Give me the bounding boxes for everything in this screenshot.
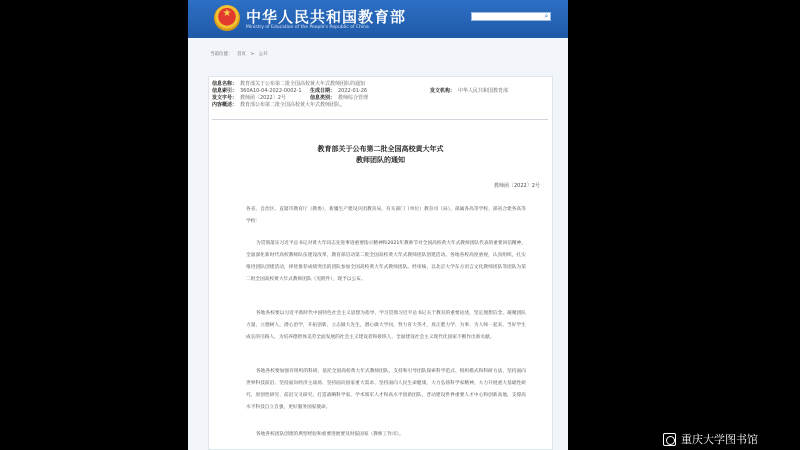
divider (212, 119, 548, 120)
breadcrumb-prefix: 当前位置： (210, 52, 233, 57)
search-input[interactable] (471, 12, 551, 21)
meta-value: 中华人民共和国教育部 (458, 88, 509, 94)
salutation-paragraph: 各省、自治区、直辖市教育厅（教委），新疆生产建设兵团教育局，有关部门（单位）教育司（局），部属各高等学校、部省合建各高等学校： (246, 207, 526, 224)
meta-label: 内容概述： (212, 102, 238, 108)
document-title (208, 144, 553, 166)
meta-label: 生成日期： (310, 88, 336, 94)
meta-value: 360A10-04-2022-0002-1 (240, 88, 302, 94)
meta-value: 教师综合管理 (338, 95, 369, 101)
national-emblem-icon (214, 5, 240, 31)
library-watermark (663, 432, 783, 448)
meta-label: 信息名称： (212, 81, 238, 87)
meta-label: 信息索引： (212, 88, 238, 94)
body-paragraph: 各地各校要加强有组织的科研，依托全国高校黄大年式教师团队，支持和引导团队探索科学范式、组织模式和科研方法，坚持面向世界科技前沿、坚持面向经济主战场、坚持面向国家重大需求、坚持面向人民生命健康，大力弘扬科学家精神，大力开展重大基础性研究、原创性研究、前沿交叉研究，打造战略科学家、学术领军人才和高水平创新团队，晋动建设世界重要人才中心和创新高地，支撑高水平科技自立自强，更好服务国家使命。 (246, 369, 526, 410)
breadcrumb-current[interactable]: 公开 (258, 52, 268, 57)
meta-label: 发文机构： (430, 88, 456, 94)
meta-label: 信息类别： (310, 95, 336, 101)
site-header-banner (188, 0, 568, 38)
meta-row-summary (212, 102, 552, 109)
body-paragraph: 各地各校要以习近平新时代中国特色社会主义思想为指导，学习贯彻习近平总书记关于教育的重要论述，坚定理想信念，凝聚团队力量，立德树人，潜心治学，开拓创新，立志做大先生，潜心做大学问，努力育大英才，真正肥力学、为事、为人师一起来，当好学生成长的引路人，为培养德智体美劳全面发展的社会主义建设者和接班人、全面建设社会主义现代化国家不断作出新贡献。 (246, 311, 526, 340)
breadcrumb-separator: > (250, 52, 255, 57)
site-title[interactable]: 中华人民共和国教育部 (246, 8, 407, 26)
meta-value: 教师函〔2022〕2号 (240, 95, 286, 101)
watermark-text: 重庆大学图书馆 (681, 433, 758, 446)
meta-value: 2022-01-26 (338, 88, 368, 94)
meta-label: 发文字号： (212, 95, 238, 101)
meta-value: 教育部关于公布第二批全国高校黄大年式教师团队的通知 (240, 81, 366, 87)
meta-row-name (212, 81, 552, 88)
document-metadata (212, 81, 552, 109)
document-number: 教师函〔2022〕2号 (494, 183, 540, 189)
meta-row-index (212, 88, 552, 95)
document-title-line: 教育部关于公布第二批全国高校黄大年式 (317, 145, 444, 153)
breadcrumb-home[interactable]: 首页 (236, 52, 246, 57)
body-paragraph: 为贯彻落实习近平总书记对黄大年同志先进事迹重要指示精神和2021年教师节对全国高校黄大年式教师团队代表的重要回信精神，全面深化新时代高校教师队伍建设改革，教育部启动第二批全国高校黄大年式教师团队创建活动。各地各校高度重视，认真组织，扎实推进团队创建活动，择优推荐成绩突出的团队参加全国高校黄大年式教师团队。经审核，以北京大学东方语言文化教师团队等团队为第二批全国高校黄大年式教师团队（见附件），现予以公布。 (246, 241, 526, 282)
body-paragraph: 各地各校团队创建的典型经验和重要进展要及时报国家（教师工作司）。 (256, 432, 404, 437)
library-logo-icon (663, 433, 676, 446)
search-icon[interactable]: ⌕ (544, 12, 549, 20)
meta-row-number (212, 95, 552, 102)
star-icon: ★ (222, 8, 232, 19)
breadcrumb (210, 51, 271, 57)
site-subtitle: Ministry of Education of the People's Republic of China (246, 25, 369, 30)
document-title-line: 教师团队的通知 (356, 156, 405, 164)
meta-value: 教育部公布第二批全国高校黄大年式教师团队。 (240, 102, 346, 108)
